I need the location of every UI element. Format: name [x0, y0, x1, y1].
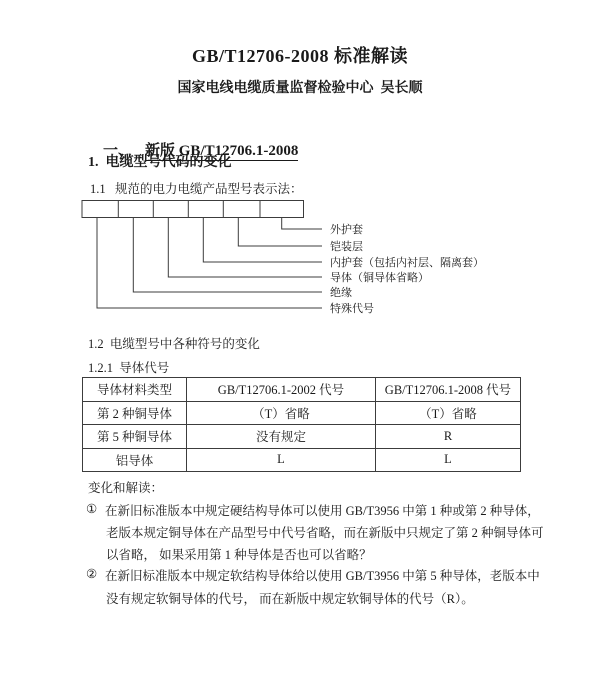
notes-title: 变化和解读：: [88, 481, 164, 495]
leader-line-armor: [238, 218, 322, 247]
note-2-line: 没有规定软铜导体的代号， 而在新版中规定软铜导体的代号（R）。: [106, 592, 474, 606]
cable-code-diagram: [80, 196, 550, 318]
diagram-label-insulation: 绝缘: [330, 287, 352, 299]
note-1-line: 在新旧标准版本中规定硬结构导体可以使用 GB/T3956 中第 1 种或第 2 种导体，: [105, 504, 540, 518]
document-title: GB/T12706-2008 标准解读: [191, 46, 408, 66]
document-subtitle: 国家电线电缆质量监督检验中心 吴长顺: [177, 81, 423, 96]
leader-line-outer-sheath: [282, 218, 322, 230]
table-row: [83, 401, 521, 425]
table-cell: 第 5 种铜导体: [83, 425, 187, 449]
table-cell: L: [376, 448, 521, 472]
table-cell: L: [187, 448, 376, 472]
note-1-line: 老版本规定铜导体在产品型号中代号省略，而在新版中只规定了第 2 种铜导体可: [106, 526, 544, 540]
paragraph-1-1: 1.1 规范的电力电缆产品型号表示法：: [90, 182, 303, 196]
table-header-row: [83, 378, 521, 402]
diagram-label-inner-sheath: 内护套（包括内衬层、隔离套）: [330, 257, 484, 269]
table-header-2002-code: GB/T12706.1-2002 代号: [187, 378, 376, 402]
heading-code-change: 1. 电缆型号代码的变化: [88, 155, 232, 170]
table-row: [83, 425, 521, 449]
table-cell: 第 2 种铜导体: [83, 401, 187, 425]
diagram-label-conductor: 导体（铜导体省略）: [330, 272, 429, 284]
table-header-2008-code: GB/T12706.1-2008 代号: [376, 378, 521, 402]
leader-line-conductor: [168, 218, 322, 278]
note-2-marker: ②: [86, 567, 98, 581]
diagram-label-armor: 铠装层: [330, 241, 363, 253]
leader-line-special-code: [97, 218, 322, 309]
section-1-number: 一、: [103, 143, 134, 159]
section-1-title: 新版 GB/T12706.1-2008: [145, 143, 299, 159]
leader-line-inner-sheath: [203, 218, 322, 263]
diagram-label-outer-sheath: 外护套: [330, 224, 363, 236]
table-cell: 铝导体: [83, 448, 187, 472]
table-cell: R: [376, 425, 521, 449]
note-1-marker: ①: [86, 502, 98, 516]
table-cell: （T）省略: [376, 401, 521, 425]
paragraph-1-2-1: 1.2.1 导体代号: [88, 361, 170, 375]
conductor-code-table: [82, 377, 521, 472]
paragraph-1-2: 1.2 电缆型号中各种符号的变化: [88, 337, 260, 351]
code-box-row: [82, 201, 304, 218]
table-cell: 没有规定: [187, 425, 376, 449]
table-row: [83, 448, 521, 472]
diagram-label-special-code: 特殊代号: [330, 303, 374, 315]
table-cell: （T）省略: [187, 401, 376, 425]
table-header-material: 导体材料类型: [83, 378, 187, 402]
note-2-line: 在新旧标准版本中规定软结构导体给以使用 GB/T3956 中第 5 种导体，老版本中: [105, 569, 540, 583]
note-1-line: 以省略， 如果采用第 1 种导体是否也可以省略？: [106, 548, 372, 562]
